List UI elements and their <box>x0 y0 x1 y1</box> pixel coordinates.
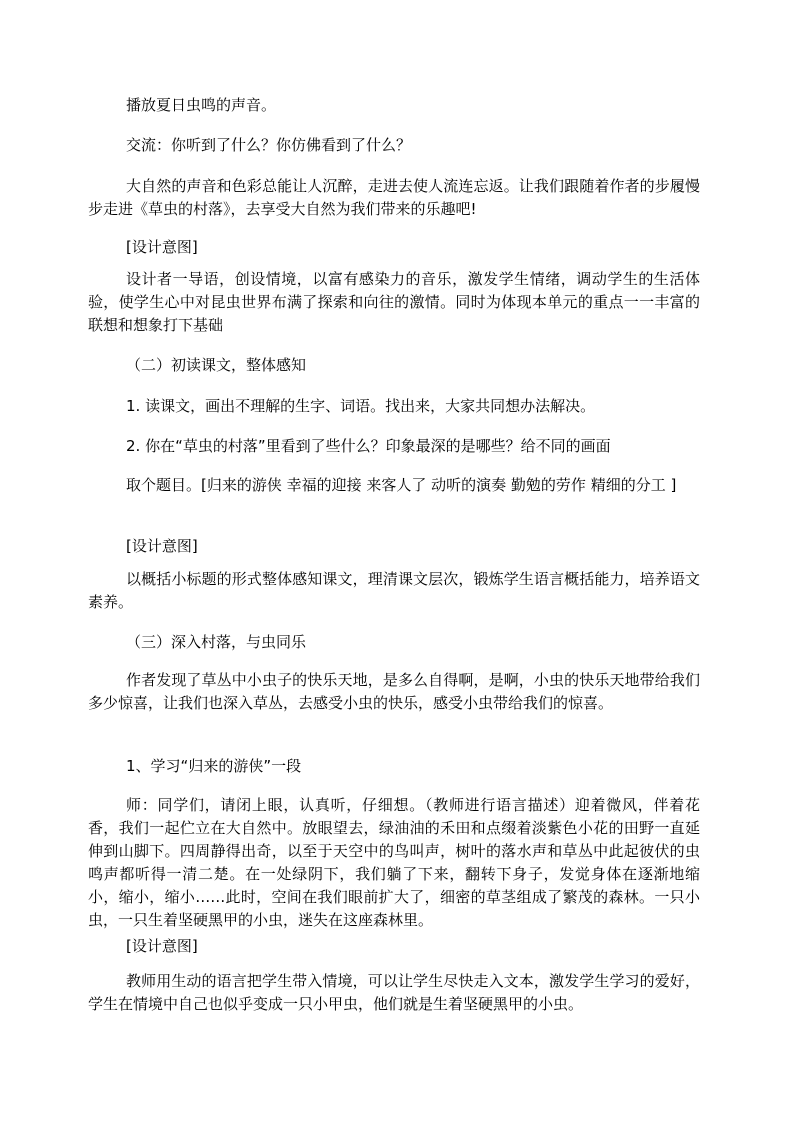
paragraph-exchange: 交流：你听到了什么？你仿佛看到了什么？ <box>126 136 412 154</box>
paragraph-nature-intro: 大自然的声音和色彩总能让人沉醉，走进去使人流连忘返。让我们跟随着作者的步履慢步走进《草虫的村落》，去享受大自然为我们带来的乐趣吧! <box>88 177 700 218</box>
section-heading-deep-village: （三）深入村落，与虫同乐 <box>126 633 307 651</box>
paragraph-author-discovery: 作者发现了草丛中小虫子的快乐天地，是多么自得啊，是啊，小虫的快乐天地带给我们多少惊喜，让我们也深入草丛，去感受小虫的快乐，感受小虫带给我们的惊喜。 <box>88 671 700 712</box>
section-heading-first-reading: （二）初读课文，整体感知 <box>126 356 307 374</box>
paragraph-summary-skill: 以概括小标题的形式整体感知课文，理清课文层次，锻炼学生语言概括能力，培养语文素养。 <box>88 570 700 611</box>
paragraph-design-intent-2: [设计意图] <box>126 537 198 555</box>
paragraph-design-intent-3: [设计意图] <box>126 937 198 955</box>
paragraph-teacher-description: 师：同学们，请闭上眼，认真听，仔细想。（教师进行语言描述）迎着微风，伴着花香，我们一起伫立在大自然中。放眼望去，绿油油的禾田和点缀着淡紫色小花的田野一直延伸到山脚下。四周静得出奇，以至于天空中的鸟叫声，树叶的落水声和草丛中此起彼伏的虫鸣声都听得一清二楚。在一处绿阴下，我们躺了下来，翻转下身子，发觉身体在逐渐地缩小，缩小，缩小……此时，空间在我们眼前扩大了，细密的草茎组成了繁茂的森林。一只小虫，一只生着坚硬黑甲的小虫，迷失在这座森林里。 <box>88 796 700 929</box>
paragraph-teacher-language: 教师用生动的语言把学生带入情境，可以让学生尽快走入文本，激发学生学习的爱好，学生在情境中自己也似乎变成一只小甲虫，他们就是生着坚硬黑甲的小虫。 <box>88 972 700 1013</box>
paragraph-designer-guide: 设计者一导语，创设情境，以富有感染力的音乐，激发学生情绪，调动学生的生活体验，使学生心中对昆虫世界布满了探索和向往的激情。同时为体现本单元的重点一一丰富的联想和想象打下基础 <box>88 270 700 334</box>
paragraph-play-sound: 播放夏日虫鸣的声音。 <box>126 96 277 114</box>
paragraph-step-1: 1. 读课文，画出不理解的生字、词语。找出来，大家共同想办法解决。 <box>126 397 596 415</box>
paragraph-step-2: 2. 你在“草虫的村落”里看到了些什么？印象最深的是哪些？给不同的画面 <box>126 437 611 455</box>
paragraph-learn-wanderer: 1、学习“归来的游侠”一段 <box>126 757 302 775</box>
paragraph-titles: 取个题目。[归来的游侠 幸福的迎接 来客人了 动听的演奏 勤勉的劳作 精细的分工 ] <box>126 476 677 494</box>
paragraph-design-intent-1: [设计意图] <box>126 238 198 256</box>
